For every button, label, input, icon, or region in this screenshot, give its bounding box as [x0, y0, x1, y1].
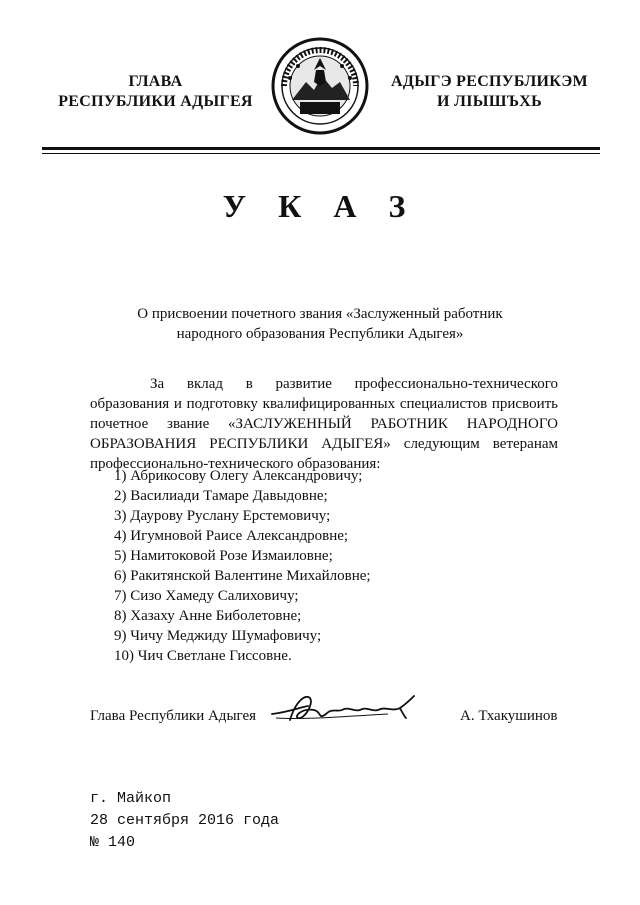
footer-number: № 140 — [90, 834, 136, 851]
list-item: 2) Василиади Тамаре Давыдовне; — [114, 488, 328, 504]
document-footer — [90, 788, 279, 854]
signatory-name: А. Тхакушинов — [460, 708, 558, 724]
list-item: 8) Хазаху Анне Биболетовне; — [114, 608, 302, 624]
list-item: 10) Чич Светлане Гиссовне. — [114, 648, 292, 664]
document-title: У К А З — [222, 188, 418, 224]
list-item: 7) Сизо Хамеду Салиховичу; — [114, 588, 299, 604]
document-body: За вклад в развитие профессионально-технического образования и подготовку квалифицированных специалистов присвоить почетное звание «ЗАСЛУЖЕННЫЙ РАБОТНИК НАРОДНОГО ОБРАЗОВАНИЯ РЕСПУБЛИКИ АДЫГЕЯ» следующим ветеранам профессионально-технического образования: — [90, 376, 558, 472]
subject-line2: народного образования Республики Адыгея» — [176, 326, 464, 342]
footer-date: 28 сентября 2016 года — [90, 812, 280, 829]
subject-line1: О присвоении почетного звания «Заслуженный работник — [137, 306, 503, 322]
handwritten-signature — [268, 690, 428, 730]
header-left — [48, 72, 263, 112]
list-item: 3) Даурову Руслану Ерстемовичу; — [114, 508, 331, 524]
list-item: 4) Игумновой Раисе Александровне; — [114, 528, 349, 544]
list-item: 1) Абрикосову Олегу Александровичу; — [114, 468, 363, 484]
document-subject — [120, 304, 520, 344]
footer-city: г. Майкоп — [90, 790, 172, 807]
list-item: 6) Ракитянской Валентине Михайловне; — [114, 568, 371, 584]
coat-of-arms-icon — [270, 36, 370, 136]
header-right-line2: И ЛІЫШЪХЬ — [437, 93, 542, 110]
list-item: 5) Намитоковой Розе Измаиловне; — [114, 548, 333, 564]
header-right-line1: АДЫГЭ РЕСПУБЛИКЭМ — [391, 73, 588, 90]
header-right — [382, 72, 597, 112]
recipients-list — [114, 466, 371, 666]
list-item: 9) Чичу Меджиду Шумафовичу; — [114, 628, 322, 644]
signatory-position: Глава Республики Адыгея — [90, 708, 257, 724]
header-rule-thick — [42, 147, 600, 150]
header-rule-thin — [42, 153, 600, 154]
header-left-line1: ГЛАВА — [128, 73, 183, 90]
header-left-line2: РЕСПУБЛИКИ АДЫГЕЯ — [58, 93, 253, 110]
